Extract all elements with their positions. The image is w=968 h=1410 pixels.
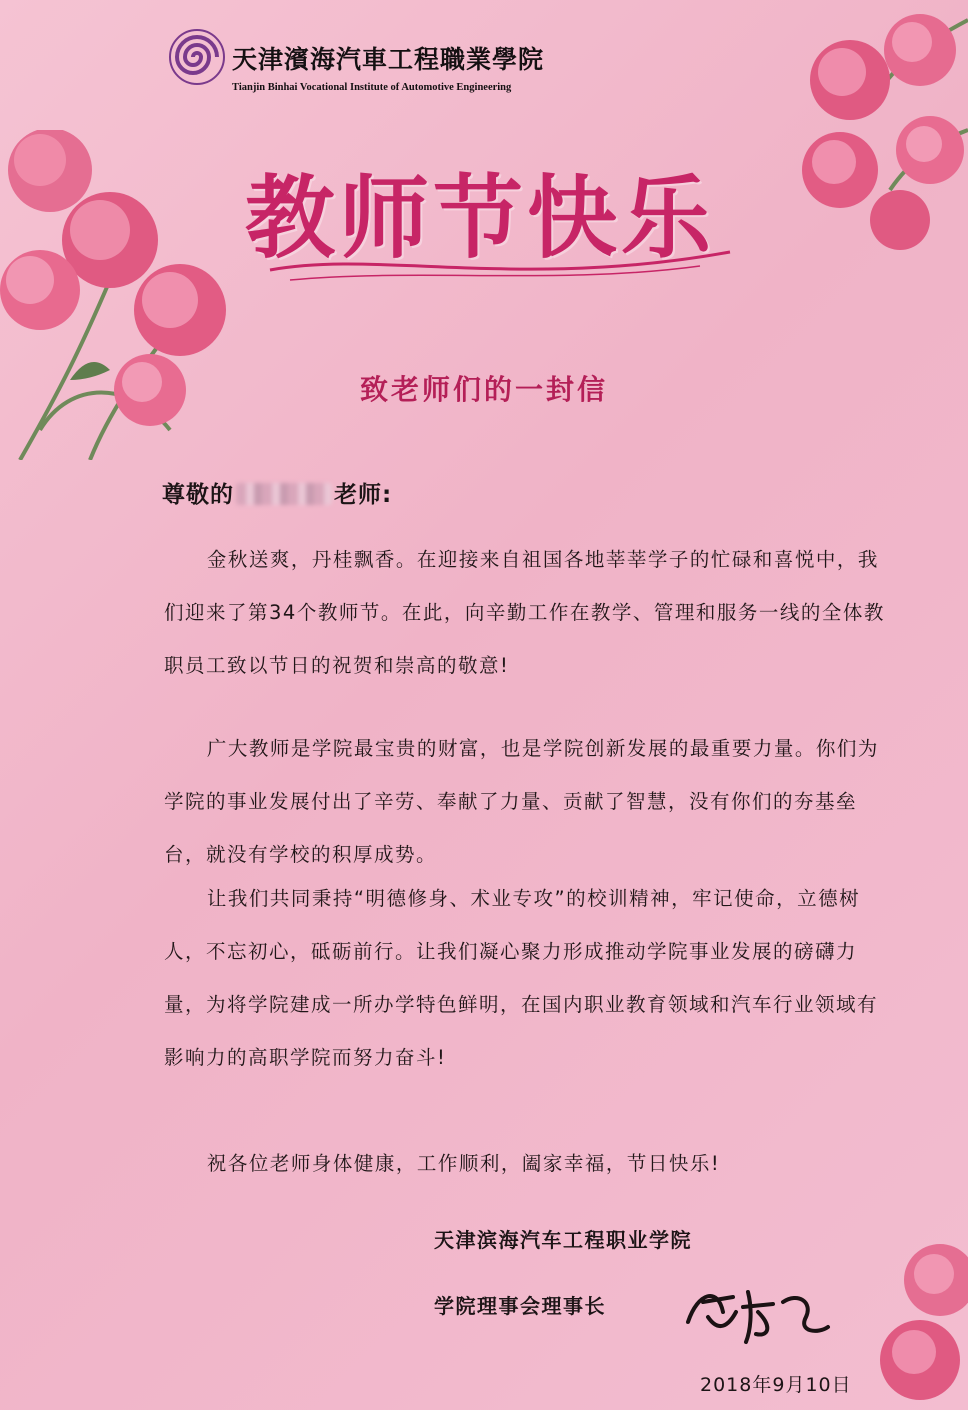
signature-organization: 天津滨海汽车工程职业学院 bbox=[434, 1228, 692, 1252]
redacted-name bbox=[236, 483, 332, 505]
body-paragraph-2: 广大教师是学院最宝贵的财富，也是学院创新发展的最重要力量。你们为学院的事业发展付出了辛劳、奉献了力量、贡献了智慧，没有你们的夯基垒台，就没有学校的积厚成势。 bbox=[164, 737, 879, 866]
title-swash-decoration bbox=[260, 240, 740, 290]
letter-subtitle: 致老师们的一封信 bbox=[359, 373, 608, 406]
letter-date: 2018年9月10日 bbox=[700, 1374, 852, 1396]
salutation-suffix: 老师: bbox=[334, 482, 393, 508]
body-paragraph-3: 让我们共同秉持“明德修身、术业专攻”的校训精神，牢记使命，立德树人，不忘初心，砥砺前行。让我们凝心聚力形成推动学院事业发展的磅礴力量，为将学院建成一所办学特色鲜明，在国内职业教育领域和汽车行业领域有影响力的高职学院而努力奋斗! bbox=[164, 887, 879, 1069]
school-header bbox=[168, 22, 588, 102]
carnation-flowers-top-right bbox=[790, 0, 968, 250]
school-name-chinese: 天津濱海汽車工程職業學院 bbox=[232, 45, 545, 74]
body-paragraph-1: 金秋送爽，丹桂飘香。在迎接来自祖国各地莘莘学子的忙碌和喜悦中，我们迎来了第34个教师节。在此，向辛勤工作在教学、管理和服务一线的全体教职员工致以节日的祝贺和崇高的敬意! bbox=[164, 548, 885, 677]
carnation-flowers-bottom-right bbox=[860, 1240, 968, 1410]
spiral-logo-icon bbox=[168, 28, 226, 86]
salutation bbox=[162, 476, 392, 509]
handwritten-signature bbox=[678, 1272, 838, 1352]
school-name-english: Tianjin Binhai Vocational Institute of Automotive Engineering bbox=[232, 82, 512, 93]
salutation-prefix: 尊敬的 bbox=[162, 482, 234, 508]
body-paragraph-4: 祝各位老师身体健康，工作顺利，阖家幸福，节日快乐! bbox=[206, 1152, 721, 1175]
page-title: 教师节快乐 bbox=[245, 166, 715, 271]
signature-role: 学院理事会理事长 bbox=[434, 1294, 606, 1318]
